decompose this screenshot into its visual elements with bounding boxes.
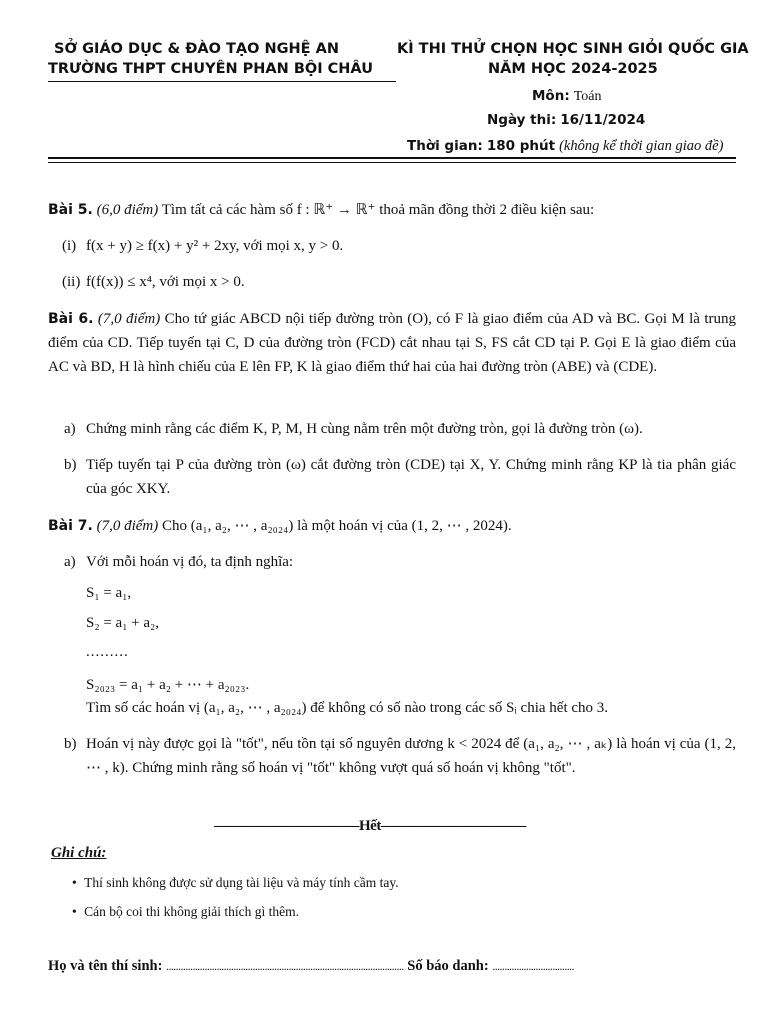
school-year: NĂM HỌC 2024-2025 [488,61,658,77]
header-rule-thin [48,162,736,163]
department-name: SỞ GIÁO DỤC & ĐÀO TẠO NGHỆ AN [54,41,339,57]
problem-5-label: Bài 5. [48,202,93,218]
sum-ellipsis: ......... [86,644,129,660]
sum-s2: S₂ = a₁ + a₂, [86,615,160,631]
problem-5-points: (6,0 điểm) [96,202,159,218]
subject-value: Toán [573,89,602,104]
problem-5-intro [48,198,736,222]
subject-line [532,87,602,105]
sum-s2023: S₂₀₂₃ = a₁ + a₂ + ⋯ + a₂₀₂₃. [86,677,250,693]
candidate-name-label: Họ và tên thí sinh: [48,958,163,974]
problem-6-label: Bài 6. [48,311,94,327]
note-item: • Cán bộ coi thi không giải thích gì thêm. [72,904,299,919]
problem-6-points: (7,0 điểm) [97,311,161,327]
sum-s1: S₁ = a₁, [86,585,132,601]
problem-7a-label: a) [64,554,76,570]
candidate-id-label: Số báo danh: [407,958,489,974]
problem-6b-label: b) [64,457,77,473]
date-value: 16/11/2024 [560,112,646,128]
bullet-icon: • [72,875,77,890]
bullet-icon: • [72,904,77,919]
problem-7-intro [48,514,736,538]
subject-label: Môn: [532,88,570,104]
problem-7a-intro: Với mỗi hoán vị đó, ta định nghĩa: [86,554,294,570]
time-line [407,137,723,155]
problem-7-text: Cho (a₁, a₂, ⋯ , a₂₀₂₄) là một hoán vị của (1, 2, ⋯ , 2024). [162,518,512,534]
exam-title: KÌ THI THỬ CHỌN HỌC SINH GIỎI QUỐC GIA [397,41,749,57]
end-marker: ——————————Hết—————————— [214,818,526,834]
time-note: (không kể thời gian giao đề) [559,138,724,154]
candidate-id-blank: .................................. [492,959,574,973]
problem-7a-question: Tìm số các hoán vị (a₁, a₂, ⋯ , a₂₀₂₄) để không có số nào trong các số Sᵢ chia hết cho 3. [86,700,609,716]
candidate-info-line [48,958,574,975]
problem-7b: Hoán vị này được gọi là "tốt", nếu tồn tại số nguyên dương k < 2024 để (a₁, a₂, ⋯ , aₖ) là hoán vị của (1, 2, ⋯ , k). Chứng minh rằng số hoán vị "tốt" không vượt quá số hoán vị không "tốt". [86,736,736,776]
problem-5-cond2-label: (ii) [62,274,81,290]
problem-5-cond2: f(f(x)) ≤ x⁴, với mọi x > 0. [86,274,245,290]
problem-5-cond1: f(x + y) ≥ f(x) + y² + 2xy, với mọi x, y > 0. [86,238,344,254]
header-rule-thick [48,157,736,159]
problem-5-cond1-label: (i) [62,238,77,254]
problem-6a: Chứng minh rằng các điểm K, P, M, H cùng nằm trên một đường tròn, gọi là đường tròn (ω). [86,421,643,437]
note-title: Ghi chú: [51,845,107,861]
candidate-name-blank: ................................................................................................... [166,959,404,973]
school-name: TRƯỜNG THPT CHUYÊN PHAN BỘI CHÂU [48,61,373,77]
problem-6-text: Cho tứ giác ABCD nội tiếp đường tròn (O), có F là giao điểm của AD và BC. Gọi M là trung điểm của CD. Tiếp tuyến tại C, D của đường tròn (FCD) cắt nhau tại S, FS cắt CD tại P. Gọi E là giao điểm của AC và BD, H là hình chiếu của E lên FP, K là giao điểm thứ hai của hai đường tròn (ABE) và (CDE). [48,311,737,375]
note-item: • Thí sinh không được sử dụng tài liệu và máy tính cầm tay. [72,875,399,890]
problem-6a-label: a) [64,421,76,437]
date-line [487,111,645,129]
problem-5-text: Tìm tất cả các hàm số f : ℝ⁺ → ℝ⁺ thoả mãn đồng thời 2 điều kiện sau: [161,202,595,218]
problem-6b: Tiếp tuyến tại P của đường tròn (ω) cắt đường tròn (CDE) tại X, Y. Chứng minh rằng KP là tia phân giác của góc XKY. [86,457,736,497]
problem-7-label: Bài 7. [48,518,93,534]
time-value: 180 phút [486,138,556,154]
school-underline [48,81,396,82]
problem-6-intro [48,307,736,379]
problem-7b-label: b) [64,736,77,752]
date-label: Ngày thi: [487,112,557,128]
time-label: Thời gian: [407,138,483,154]
problem-7-points: (7,0 điểm) [96,518,159,534]
